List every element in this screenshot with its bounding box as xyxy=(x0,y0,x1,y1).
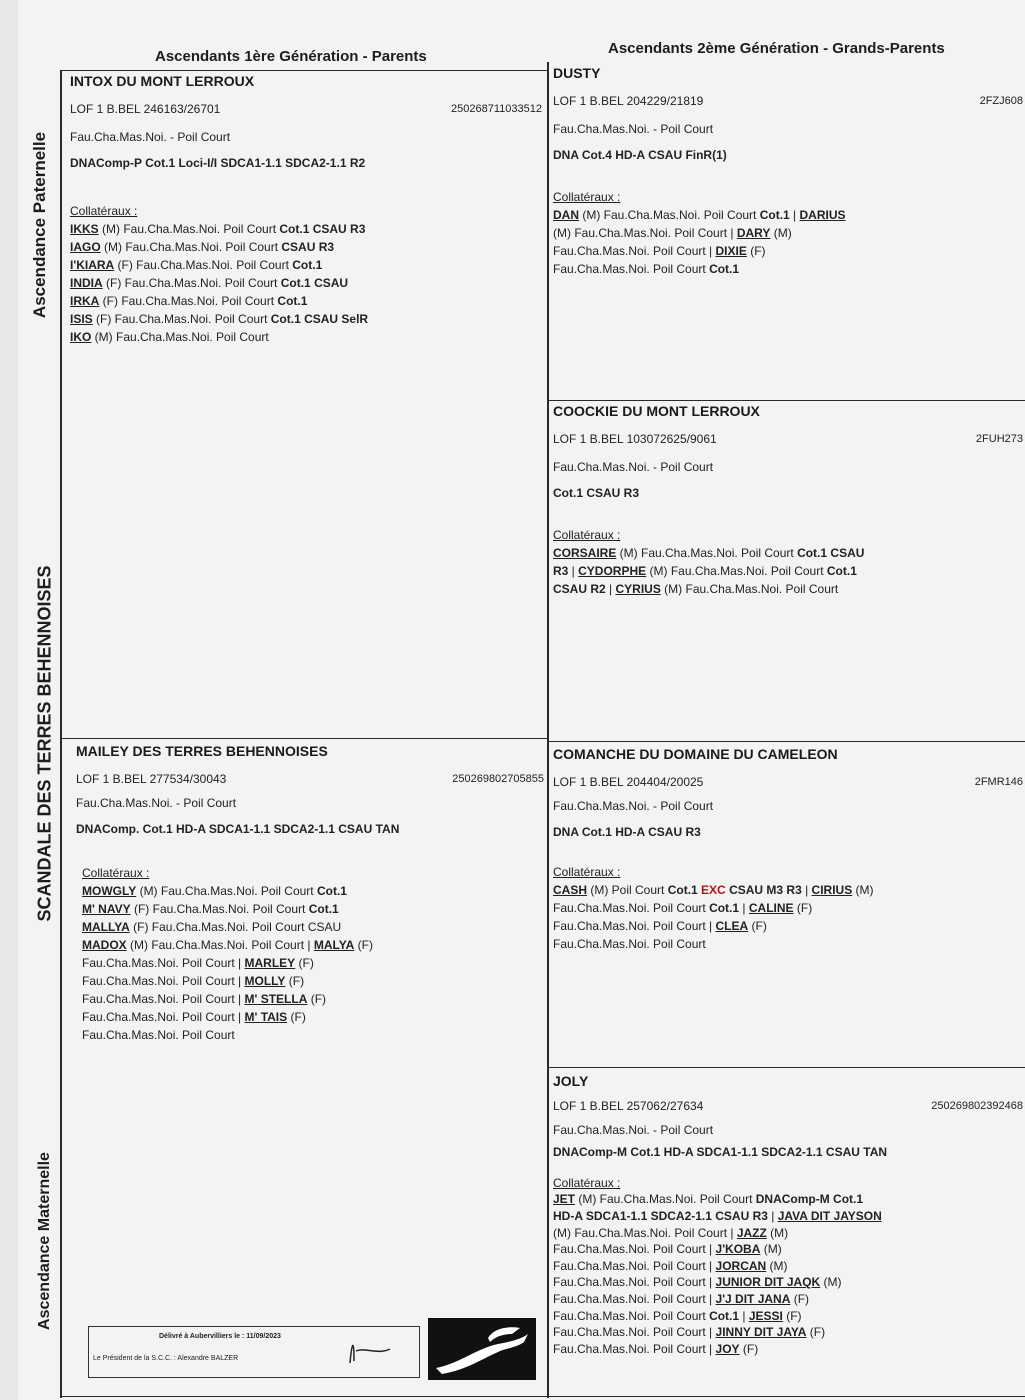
collateral-name: MOWGLY xyxy=(82,884,137,898)
collateral-text: Fau.Cha.Mas.Noi. Poil Court | xyxy=(553,244,716,258)
cat-name-label: SCANDALE DES TERRES BEHENNOISES xyxy=(34,565,55,922)
grid-mid-line-right xyxy=(547,741,1025,742)
collateral-tests: Cot.1 xyxy=(759,208,790,222)
collateral-text: Fau.Cha.Mas.Noi. Poil Court xyxy=(553,937,706,951)
collateral-line xyxy=(553,1341,1023,1358)
collateral-line xyxy=(82,900,544,918)
collateral-text: (F) xyxy=(285,974,305,988)
collateral-text: (F) xyxy=(793,901,813,915)
collateral-name: CALINE xyxy=(748,901,794,915)
collateral-text: Fau.Cha.Mas.Noi. Poil Court xyxy=(553,901,710,915)
collateral-name: M' TAIS xyxy=(244,1010,288,1024)
collateral-name: JUNIOR DIT JAQK xyxy=(715,1275,821,1290)
collateral-line xyxy=(553,544,1023,562)
dam-tests: DNAComp. Cot.1 HD-A SDCA1-1.1 SDCA2-1.1 CSAU TAN xyxy=(76,822,400,836)
collateral-tests: Cot.1 xyxy=(316,884,347,898)
collateral-line xyxy=(70,310,542,328)
dam-dam-id-row xyxy=(553,1098,1023,1116)
dam-sire-collaterals xyxy=(553,899,1023,953)
dam-dam-collaterals xyxy=(553,1191,1023,1357)
dam-sire-id-row xyxy=(553,773,1023,791)
exc-mark: EXC xyxy=(701,883,726,897)
grid-q1-line xyxy=(547,400,1025,401)
collateral-text: Fau.Cha.Mas.Noi. Poil Court | xyxy=(553,919,716,933)
collateral-line xyxy=(553,1291,1023,1308)
collateral-name: JET xyxy=(553,1192,576,1207)
collateral-tests: DNAComp-M Cot.1 xyxy=(755,1192,864,1207)
collateral-line xyxy=(553,580,1023,598)
dam-dam-description: Fau.Cha.Mas.Noi. - Poil Court xyxy=(553,1122,714,1137)
sire-dam-registration: LOF 1 B.BEL 103072625/9061 xyxy=(553,432,717,446)
sire-dam-cell xyxy=(553,402,1023,598)
dam-sire-name: COMANCHE DU DOMAINE DU CAMELEON xyxy=(553,746,838,762)
collateral-name: JORCAN xyxy=(715,1258,767,1273)
collateral-text: (M) xyxy=(770,226,792,240)
collateral-tests: HD-A SDCA1-1.1 SDCA2-1.1 CSAU R3 xyxy=(553,1208,768,1223)
collateral-text: (F) Fau.Cha.Mas.Noi. Poil Court xyxy=(114,258,293,272)
collateral-tests: Cot.1 xyxy=(667,883,702,897)
collateral-line xyxy=(70,256,542,274)
collateral-line xyxy=(553,1274,1023,1291)
collateral-tests: Cot.1 xyxy=(292,258,323,272)
collateral-line xyxy=(553,1258,1023,1275)
sire-tests: DNAComp-P Cot.1 Loci-I/I SDCA1-1.1 SDCA2-1.1 R2 xyxy=(70,156,366,170)
sire-cell xyxy=(70,72,542,346)
collateral-text: Fau.Cha.Mas.Noi. Poil Court | xyxy=(553,1242,716,1257)
collateral-name: M' NAVY xyxy=(82,902,131,916)
collateral-line xyxy=(553,917,1023,935)
sire-sire-description: Fau.Cha.Mas.Noi. - Poil Court xyxy=(553,122,714,136)
president-name: Le Président de la S.C.C. : Alexandre BALZER xyxy=(93,1355,239,1362)
collateral-text: Fau.Cha.Mas.Noi. Poil Court xyxy=(553,262,710,276)
paternal-label: Ascendance Paternelle xyxy=(30,131,49,319)
collateral-text: (F) Fau.Cha.Mas.Noi. Poil Court xyxy=(92,312,271,326)
dam-name: MAILEY DES TERRES BEHENNOISES xyxy=(76,743,328,759)
collateral-name: MALLYA xyxy=(82,920,130,934)
collateral-line xyxy=(82,918,544,936)
collateral-text: (F) xyxy=(295,956,314,970)
collateral-separator: | xyxy=(801,883,812,897)
collateral-separator: | xyxy=(739,1308,749,1323)
grid-center-line xyxy=(547,62,549,1398)
collateral-line xyxy=(70,220,542,238)
sire-sire-registration: LOF 1 B.BEL 204229/21819 xyxy=(553,94,704,108)
collateral-name: DAN xyxy=(553,208,579,222)
collateral-line xyxy=(553,242,1023,260)
dam-sire-description: Fau.Cha.Mas.Noi. - Poil Court xyxy=(553,799,714,813)
collateral-text: (F) xyxy=(739,1341,759,1356)
sire-sire-tests: DNA Cot.4 HD-A CSAU FinR(1) xyxy=(553,148,727,162)
collateral-text: Fau.Cha.Mas.Noi. Poil Court xyxy=(82,1028,235,1042)
scc-logo xyxy=(428,1318,536,1380)
collateral-line xyxy=(553,935,1023,953)
sire-sire-id-row xyxy=(553,92,1023,110)
dam-dam-name: JOLY xyxy=(553,1073,589,1089)
dam-collateral-heading: Collatéraux : xyxy=(82,866,150,880)
collateral-text: (F) Fau.Cha.Mas.Noi. Poil Court xyxy=(99,294,278,308)
collateral-name: I'KIARA xyxy=(70,258,115,272)
collateral-name: MARLEY xyxy=(244,956,296,970)
collateral-line xyxy=(82,936,544,954)
grid-top-line xyxy=(60,70,548,71)
collateral-line xyxy=(553,1191,1023,1208)
collateral-line xyxy=(553,1241,1023,1258)
dam-dam-registration: LOF 1 B.BEL 257062/27634 xyxy=(553,1098,704,1113)
sire-description: Fau.Cha.Mas.Noi. - Poil Court xyxy=(70,130,231,144)
collateral-line xyxy=(553,1208,1023,1225)
collateral-name: J'KOBA xyxy=(715,1242,761,1257)
collateral-line xyxy=(82,990,544,1008)
collateral-name: ISIS xyxy=(70,312,93,326)
dam-sire-cell xyxy=(553,745,1023,953)
dam-sire-chip: 2FMR146 xyxy=(974,776,1023,788)
collateral-text: (M) Fau.Cha.Mas.Noi. Poil Court xyxy=(579,208,760,222)
collateral-tests: CSAU R2 xyxy=(553,582,606,596)
collateral-text: (M) Fau.Cha.Mas.Noi. Poil Court xyxy=(575,1192,756,1207)
collateral-name: JAZZ xyxy=(736,1225,767,1240)
grid-bottom-line xyxy=(60,1396,1025,1397)
collateral-text: (F) xyxy=(748,919,767,933)
collateral-line xyxy=(82,1026,544,1044)
collateral-text: (M) Fau.Cha.Mas.Noi. Poil Court xyxy=(136,884,317,898)
sire-dam-description: Fau.Cha.Mas.Noi. - Poil Court xyxy=(553,460,714,474)
collateral-text: (F) xyxy=(746,244,766,258)
dam-description: Fau.Cha.Mas.Noi. - Poil Court xyxy=(76,796,237,810)
collateral-separator: | xyxy=(767,1208,778,1223)
collateral-name: INDIA xyxy=(70,276,103,290)
collateral-tests: Cot.1 xyxy=(277,294,308,308)
collateral-line xyxy=(553,1225,1023,1242)
maternal-label: Ascendance Maternelle xyxy=(36,1152,53,1330)
collateral-tests: Cot.1 CSAU R3 xyxy=(279,222,366,236)
dam-dam-collateral-heading: Collatéraux : xyxy=(553,1175,621,1190)
collateral-name: CYDORPHE xyxy=(578,564,647,578)
collateral-text: (M) Poil Court xyxy=(587,883,668,897)
grid-q3-line xyxy=(547,1067,1025,1068)
header-generation-2: Ascendants 2ème Génération - Grands-Parents xyxy=(608,40,945,57)
collateral-line xyxy=(553,206,1023,224)
collateral-text: (M) xyxy=(766,1258,788,1273)
collateral-name: IKKS xyxy=(70,222,99,236)
header-generation-1: Ascendants 1ère Génération - Parents xyxy=(155,48,427,65)
collateral-text: Fau.Cha.Mas.Noi. Poil Court | xyxy=(82,1010,245,1024)
collateral-line xyxy=(553,562,1023,580)
collateral-text: (M) Fau.Cha.Mas.Noi. Poil Court xyxy=(646,564,827,578)
collateral-tests: Cot.1 CSAU xyxy=(280,276,349,290)
collateral-text: Fau.Cha.Mas.Noi. Poil Court | xyxy=(82,992,245,1006)
collateral-name: JAVA DIT JAYSON xyxy=(777,1208,882,1223)
collateral-text: (F) xyxy=(307,992,327,1006)
dam-sire-collateral-heading: Collatéraux : xyxy=(553,865,621,879)
collateral-text: Fau.Cha.Mas.Noi. Poil Court | xyxy=(82,974,245,988)
collateral-name: MADOX xyxy=(82,938,127,952)
dam-dam-cell xyxy=(553,1073,1023,1357)
collateral-tests: CSAU M3 R3 xyxy=(725,883,802,897)
collateral-text: Fau.Cha.Mas.Noi. Poil Court | xyxy=(553,1341,716,1356)
collateral-tests: R3 xyxy=(553,564,569,578)
sire-dam-tests: Cot.1 CSAU R3 xyxy=(553,486,640,500)
collateral-separator: | xyxy=(789,208,800,222)
sire-registration: LOF 1 B.BEL 246163/26701 xyxy=(70,102,221,116)
collateral-line xyxy=(553,881,1023,899)
sire-dam-collaterals xyxy=(553,544,1023,598)
collateral-line xyxy=(82,882,544,900)
sire-name: INTOX DU MONT LERROUX xyxy=(70,73,255,89)
collateral-text: (F) xyxy=(287,1010,306,1024)
collateral-text: (F) xyxy=(354,938,373,952)
collateral-line xyxy=(553,899,1023,917)
collateral-name: CLEA xyxy=(715,919,749,933)
collateral-text: (M) Fau.Cha.Mas.Noi. Poil Court | xyxy=(553,1225,737,1240)
sire-dam-id-row xyxy=(553,430,1023,448)
collateral-name: MOLLY xyxy=(244,974,286,988)
collateral-line xyxy=(70,328,542,346)
signature-mark xyxy=(344,1335,404,1367)
collateral-line xyxy=(70,292,542,310)
collateral-text: Fau.Cha.Mas.Noi. Poil Court | xyxy=(553,1291,716,1306)
collateral-name: CYRIUS xyxy=(615,582,661,596)
collateral-tests: Cot.1 CSAU xyxy=(797,546,865,560)
collateral-tests: Cot.1 xyxy=(826,564,857,578)
sire-sire-collateral-heading: Collatéraux : xyxy=(553,190,621,204)
dam-id-row xyxy=(76,770,544,788)
grid-mid-line-left xyxy=(60,738,548,739)
collateral-text: (M) xyxy=(852,883,874,897)
collateral-name: JOY xyxy=(715,1341,740,1356)
collateral-text: Fau.Cha.Mas.Noi. Poil Court xyxy=(553,1308,710,1323)
sire-dam-collateral-heading: Collatéraux : xyxy=(553,528,621,542)
collateral-name: DARY xyxy=(736,226,771,240)
dam-sire-registration: LOF 1 B.BEL 204404/20025 xyxy=(553,775,704,789)
collateral-text: (M) xyxy=(820,1275,842,1290)
sire-collateral-heading: Collatéraux : xyxy=(70,204,138,218)
collateral-text: (F) xyxy=(790,1291,810,1306)
collateral-name: MALYA xyxy=(313,938,355,952)
collateral-line xyxy=(82,1008,544,1026)
collateral-name: CASH xyxy=(553,883,588,897)
collateral-text: Fau.Cha.Mas.Noi. Poil Court | xyxy=(553,1325,716,1340)
sire-sire-name: DUSTY xyxy=(553,65,601,81)
issued-date: Délivré à Aubervilliers le : 11/09/2023 xyxy=(159,1333,281,1340)
collateral-text: (F) Fau.Cha.Mas.Noi. Poil Court xyxy=(130,902,309,916)
dam-dam-chip: 250269802392468 xyxy=(931,1099,1023,1112)
collateral-line xyxy=(553,1324,1023,1341)
collateral-name: DIXIE xyxy=(715,244,747,258)
collateral-line xyxy=(70,238,542,256)
sire-collaterals xyxy=(70,220,542,346)
collateral-name: DARIUS xyxy=(799,208,846,222)
collateral-text: (M) Fau.Cha.Mas.Noi. Poil Court xyxy=(616,546,798,560)
collateral-text: (F) xyxy=(806,1325,826,1340)
collateral-text: (M) Fau.Cha.Mas.Noi. Poil Court | xyxy=(126,938,314,952)
collateral-name: CORSAIRE xyxy=(553,546,617,560)
sire-sire-collaterals xyxy=(553,206,1023,278)
collateral-line xyxy=(70,274,542,292)
signature-box xyxy=(88,1326,420,1378)
collateral-line xyxy=(553,260,1023,278)
dam-sire-tests: DNA Cot.1 HD-A CSAU R3 xyxy=(553,825,701,839)
collateral-text: (F) Fau.Cha.Mas.Noi. Poil Court CSAU xyxy=(129,920,342,934)
dog-logo-icon xyxy=(428,1318,536,1380)
collateral-text: (F) xyxy=(782,1308,802,1323)
collateral-tests: Cot.1 xyxy=(308,902,339,916)
collateral-name: CIRIUS xyxy=(811,883,853,897)
collateral-text: (F) Fau.Cha.Mas.Noi. Poil Court xyxy=(102,276,281,290)
collateral-name: IRKA xyxy=(70,294,100,308)
dam-registration: LOF 1 B.BEL 277534/30043 xyxy=(76,772,227,786)
sire-id-row xyxy=(70,100,542,118)
collateral-name: JINNY DIT JAYA xyxy=(715,1325,807,1340)
collateral-line xyxy=(553,224,1023,242)
grid-left-line xyxy=(60,70,62,1398)
collateral-separator: | xyxy=(568,564,579,578)
collateral-line xyxy=(553,1308,1023,1325)
collateral-line xyxy=(82,954,544,972)
collateral-tests: Cot.1 CSAU SelR xyxy=(270,312,369,326)
collateral-name: IAGO xyxy=(70,240,101,254)
collateral-text: (M) xyxy=(760,1242,782,1257)
collateral-text: Fau.Cha.Mas.Noi. Poil Court | xyxy=(82,956,245,970)
collateral-tests: Cot.1 xyxy=(709,901,740,915)
dam-dam-tests: DNAComp-M Cot.1 HD-A SDCA1-1.1 SDCA2-1.1 CSAU TAN xyxy=(553,1145,888,1160)
dam-collaterals xyxy=(82,882,544,1044)
collateral-text: Fau.Cha.Mas.Noi. Poil Court | xyxy=(553,1258,716,1273)
collateral-line xyxy=(82,972,544,990)
collateral-text: (M) Fau.Cha.Mas.Noi. Poil Court xyxy=(660,582,839,596)
collateral-name: J'J DIT JANA xyxy=(715,1291,791,1306)
sire-dam-name: COOCKIE DU MONT LERROUX xyxy=(553,403,760,419)
collateral-text: (M) Fau.Cha.Mas.Noi. Poil Court xyxy=(91,330,269,344)
collateral-text: (M) Fau.Cha.Mas.Noi. Poil Court | xyxy=(553,226,737,240)
collateral-separator: | xyxy=(605,582,616,596)
collateral-text: (M) xyxy=(766,1225,789,1240)
collateral-name: M' STELLA xyxy=(244,992,308,1006)
dam-chip: 250269802705855 xyxy=(452,773,544,785)
collateral-text: Fau.Cha.Mas.Noi. Poil Court | xyxy=(553,1275,716,1290)
collateral-separator: | xyxy=(739,901,749,915)
collateral-text: (M) Fau.Cha.Mas.Noi. Poil Court xyxy=(100,240,282,254)
sire-sire-chip: 2FZJ608 xyxy=(979,95,1023,107)
collateral-tests: Cot.1 xyxy=(709,262,740,276)
sire-sire-cell xyxy=(553,64,1023,278)
sire-chip: 250268711033512 xyxy=(451,103,542,115)
sire-dam-chip: 2FUH273 xyxy=(975,433,1023,445)
dam-cell xyxy=(76,742,544,1044)
collateral-name: JESSI xyxy=(748,1308,783,1323)
collateral-text: (M) Fau.Cha.Mas.Noi. Poil Court xyxy=(98,222,280,236)
collateral-tests: CSAU R3 xyxy=(281,240,335,254)
collateral-tests: Cot.1 xyxy=(709,1308,740,1323)
page-edge xyxy=(0,0,18,1400)
collateral-name: IKO xyxy=(70,330,92,344)
